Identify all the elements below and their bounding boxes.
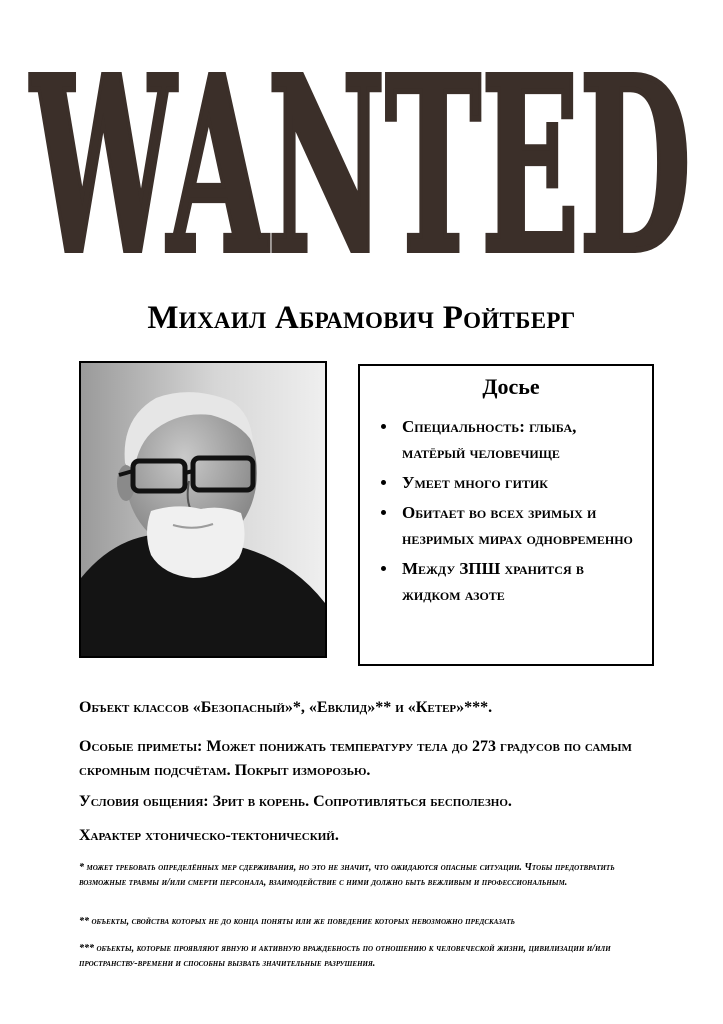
dossier-item: • Умеет много гитик (398, 470, 640, 496)
footnote-euclid: ** объекты, свойства которых не до конца поняты или же поведение которых невозможно предсказать (79, 916, 515, 927)
person-name: Михаил Абрамович Ройтберг (147, 300, 576, 336)
dossier-box (358, 364, 654, 666)
portrait-photo (79, 361, 327, 658)
dossier-item: • Специальность: глыба, матёрый человечище (398, 414, 640, 466)
wanted-heading (0, 0, 723, 285)
communication-conditions: Условия общения: Зрит в корень. Сопротивляться бесполезно. (79, 793, 512, 810)
footnote-safe: * может требовать определённых мер сдерживания, но это не значит, что ожидаются опасные ситуации. Чтобы предотвратить возможные травмы и/или смерти персонала, взаимодействие с ними должно быть вежливым и профессиональным. (79, 862, 615, 888)
dossier-item: • Между ЗПШ хранится в жидком азоте (398, 556, 640, 608)
object-classes: Объект классов «Безопасный»*, «Евклид»** и «Кетер»***. (79, 699, 493, 716)
dossier-item: • Обитает во всех зримых и незримых мирах одновременно (398, 500, 640, 552)
character: Характер хтоническо-тектонический. (79, 827, 339, 844)
dossier-list (382, 414, 640, 608)
special-features: Особые приметы: Может понижать температуру тела до 273 градусов по самым скромным подсчётам. Покрыт изморозью. (79, 738, 632, 779)
footnote-keter: *** объекты, которые проявляют явную и активную враждебность по отношению к человеческой жизни, цивилизации и/или пространству-времени и способны вызвать значительные разрушения. (79, 943, 611, 969)
wanted-heading-text: WANTED (29, 25, 692, 285)
dossier-title: Досье (482, 374, 540, 399)
